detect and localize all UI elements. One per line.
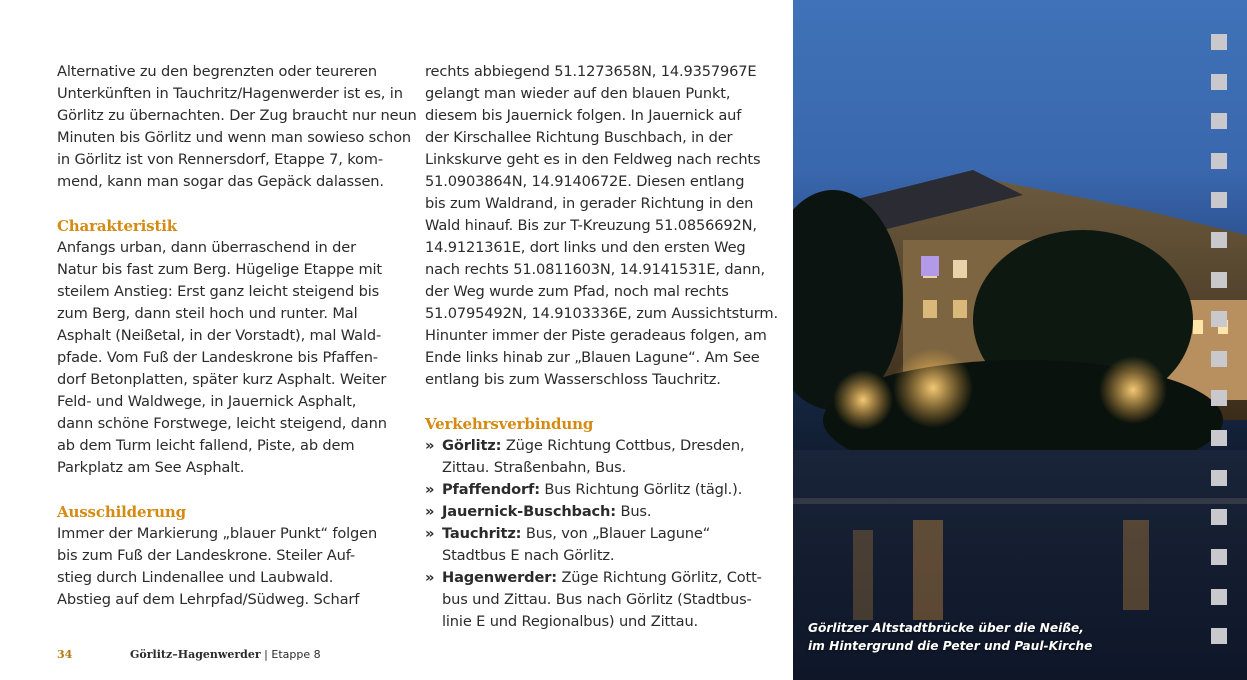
verkehrsverbindung-heading: Verkehrsverbindung [425,415,594,433]
text-line: Hinunter immer der Piste geradeaus folgen, am [425,327,767,344]
text-line: Linkskurve geht es in den Feldweg nach rechts [425,151,761,168]
text-line: Ende links hinab zur „Blauen Lagune“. Am See [425,349,760,366]
bullet-marker: » [425,569,435,586]
side-tab-marker [1211,549,1227,565]
text-line: 14.9121361E, dort links und den ersten Weg [425,239,746,256]
stage-label: Etappe 8 [271,648,321,661]
side-tab-marker [1211,153,1227,169]
text-line: Unterkünften in Tauchritz/Hagenwerder ist es, in [57,85,403,102]
text-line: 51.0795492N, 14.9103336E, zum Aussichtsturm. [425,305,778,322]
side-tab-marker [1211,311,1227,327]
text-line: nach rechts 51.0811603N, 14.9141531E, dann, [425,261,765,278]
connection-line [442,479,775,501]
ausschilderung-heading: Ausschilderung [57,503,187,521]
text-line: bis zum Fuß der Landeskrone. Steiler Auf- [57,547,355,564]
text-line: der Kirschallee Richtung Buschbach, in der [425,129,733,146]
text-line: zum Berg, dann steil hoch und runter. Mal [57,305,358,322]
charakteristik-heading: Charakteristik [57,217,178,235]
side-tab-marker [1211,390,1227,406]
charakteristik-paragraph [57,237,402,479]
left-column [57,61,417,611]
bullet-marker: » [425,503,435,520]
night-scene-illustration [793,0,1247,680]
side-tab-marker [1211,74,1227,90]
text-line: Immer der Markierung „blauer Punkt“ folgen [57,525,378,542]
text-line: Natur bis fast zum Berg. Hügelige Etappe mit [57,261,382,278]
connection-line [442,567,775,589]
connection-text: linie E und Regionalbus) und Zittau. [442,613,699,630]
text-line: Parkplatz am See Asphalt. [57,459,245,476]
connection-item [425,435,775,479]
connection-place: Hagenwerder: [442,569,557,586]
running-header [130,648,321,661]
bullet-marker: » [425,525,435,542]
connection-text: bus und Zittau. Bus nach Görlitz (Stadtbus- [442,591,752,608]
photo-caption [808,619,1108,655]
side-tab-marker [1211,34,1227,50]
side-tab-marker [1211,430,1227,446]
text-line: in Görlitz ist von Rennersdorf, Etappe 7, kom- [57,151,383,168]
connections-list [425,435,775,633]
text-line: Wald hinauf. Bis zur T-Kreuzung 51.0856692N, [425,217,757,234]
text-line: ab dem Turm leicht fallend, Piste, ab dem [57,437,355,454]
text-line: rechts abbiegend 51.1273658N, 14.9357967E [425,63,757,80]
text-line: dann schöne Forstwege, leicht steigend, dann [57,415,387,432]
text-line: 51.0903864N, 14.9140672E. Diesen entlang [425,173,745,190]
connection-item [425,501,775,523]
text-line: steilem Anstieg: Erst ganz leicht steigend bis [57,283,380,300]
text-line: stieg durch Lindenallee und Laubwald. [57,569,334,586]
connection-place: Görlitz: [442,437,502,454]
middle-column [425,61,778,633]
connection-line [442,457,775,479]
connection-place: Tauchritz: [442,525,522,542]
side-tab-marker [1211,113,1227,129]
text-line: gelangt man wieder auf den blauen Punkt, [425,85,731,102]
connection-text: Bus Richtung Görlitz (tägl.). [539,481,743,498]
connection-text: Stadtbus E nach Görlitz. [442,547,615,564]
text-line: Görlitz zu übernachten. Der Zug braucht nur neun [57,107,417,124]
connection-line [442,501,775,523]
bullet-marker: » [425,481,435,498]
text-line: entlang bis zum Wasserschloss Tauchritz. [425,371,721,388]
connection-text: Züge Richtung Görlitz, Cott- [556,569,762,586]
text-line: Abstieg auf dem Lehrpfad/Südweg. Scharf [57,591,360,608]
connection-text: Zittau. Straßenbahn, Bus. [442,459,627,476]
text-line: Anfangs urban, dann überraschend in der [57,239,356,256]
side-tab-marker [1211,509,1227,525]
intro-paragraph [57,61,417,193]
photo-goerlitz-bridge-night [793,0,1247,680]
text-line: mend, kann man sogar das Gepäck dalassen. [57,173,384,190]
connection-item [425,479,775,501]
ausschilderung-paragraph [57,523,402,611]
text-line: dorf Betonplatten, später kurz Asphalt. Weiter [57,371,387,388]
text-line: der Weg wurde zum Pfad, noch mal rechts [425,283,729,300]
side-tab-marker [1211,628,1227,644]
connection-line [442,545,775,567]
text-line: Asphalt (Neißetal, in der Vorstadt), mal Wald- [57,327,382,344]
text-line: bis zum Waldrand, in gerader Richtung in den [425,195,754,212]
connection-text: Bus. [615,503,652,520]
route-title: Görlitz–Hagenwerder [130,648,261,661]
text-line: pfade. Vom Fuß der Landeskrone bis Pfaffen- [57,349,378,366]
caption-line-1: Görlitzer Altstadtbrücke über die Neiße, [808,621,1084,635]
side-tab-marker [1211,351,1227,367]
caption-line-2: im Hintergrund die Peter und Paul-Kirche [808,639,1093,653]
text-line: diesem bis Jauernick folgen. In Jauernick auf [425,107,742,124]
connection-text: Bus, von „Blauer Lagune“ [521,525,711,542]
side-tab-marker [1211,192,1227,208]
connection-line [442,589,775,611]
connection-line [442,611,775,633]
connection-item [425,567,775,633]
connection-line [442,523,775,545]
footer-separator: | [260,648,272,661]
text-line: Alternative zu den begrenzten oder teureren [57,63,377,80]
bullet-marker: » [425,437,435,454]
text-line: Feld- und Waldwege, in Jauernick Asphalt, [57,393,357,410]
side-tab-marker [1211,470,1227,486]
connection-place: Jauernick-Buschbach: [442,503,616,520]
page-number: 34 [57,648,73,661]
connection-place: Pfaffendorf: [442,481,540,498]
connection-item [425,523,775,567]
side-tab-marker [1211,232,1227,248]
side-tab-marker [1211,589,1227,605]
text-line: Minuten bis Görlitz und wenn man sowieso schon [57,129,411,146]
connection-text: Züge Richtung Cottbus, Dresden, [501,437,745,454]
side-tab-marker [1211,272,1227,288]
route-description-paragraph [425,61,778,391]
connection-line [442,435,775,457]
